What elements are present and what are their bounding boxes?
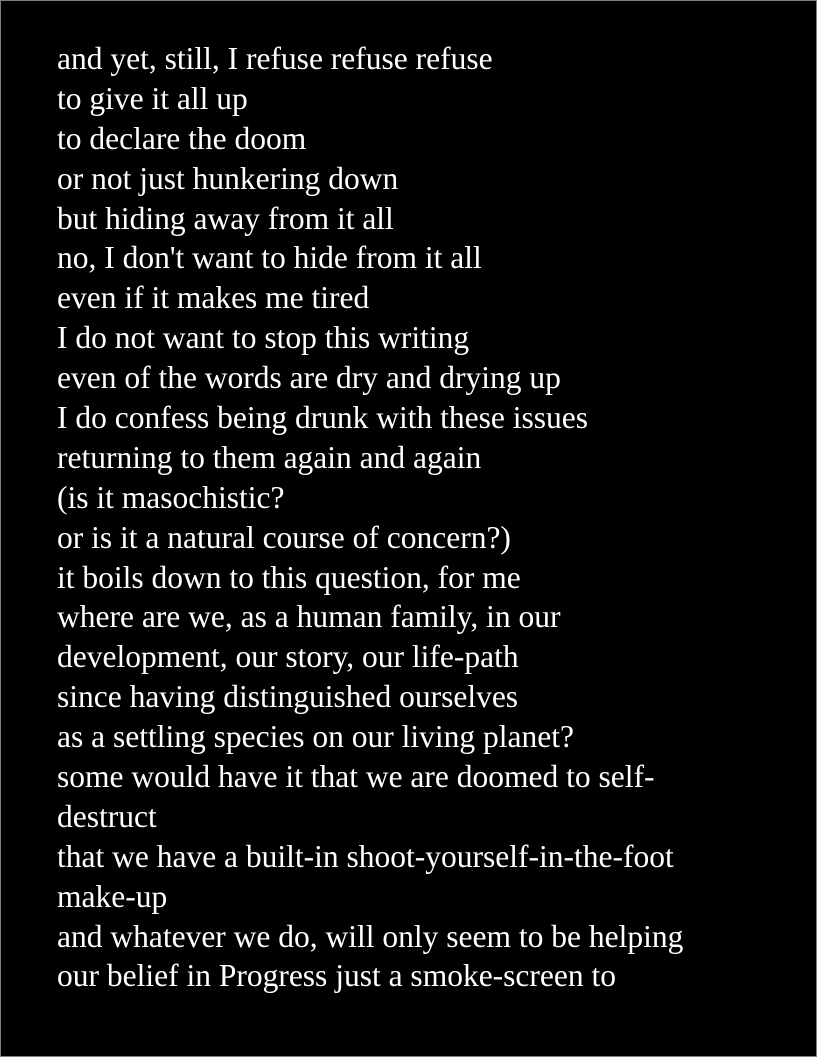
poem-line: where are we, as a human family, in our bbox=[57, 599, 561, 635]
poem-line: some would have it that we are doomed to self- bbox=[57, 759, 655, 795]
poem-line: even of the words are dry and drying up bbox=[57, 360, 561, 396]
poem-line: or is it a natural course of concern?) bbox=[57, 519, 511, 555]
poem-line: I do not want to stop this writing bbox=[57, 320, 470, 356]
poem-line: make-up bbox=[57, 878, 168, 914]
poem-line: I do confess being drunk with these issues bbox=[57, 400, 589, 436]
poem-line: even if it makes me tired bbox=[57, 280, 370, 316]
poem-line: as a settling species on our living planet? bbox=[57, 719, 574, 755]
poem-line: to give it all up bbox=[57, 80, 248, 116]
poem-line: no, I don't want to hide from it all bbox=[57, 240, 482, 276]
poem-line: to declare the doom bbox=[57, 120, 307, 156]
poem-line: destruct bbox=[57, 798, 157, 834]
poem-line: but hiding away from it all bbox=[57, 200, 394, 236]
poem-line: that we have a built-in shoot-yourself-in-the-foot bbox=[57, 838, 674, 874]
poem-line: since having distinguished ourselves bbox=[57, 679, 519, 715]
poem-line: (is it masochistic? bbox=[57, 479, 285, 515]
poem-line: and yet, still, I refuse refuse refuse bbox=[57, 41, 493, 76]
poem-line: or not just hunkering down bbox=[57, 160, 399, 196]
poem-line: and whatever we do, will only seem to be helping bbox=[57, 918, 684, 954]
poem-line: development, our story, our life-path bbox=[57, 639, 519, 675]
poem-line: our belief in Progress just a smoke-screen to bbox=[57, 958, 616, 994]
poem-text bbox=[57, 39, 797, 996]
poem-line: it boils down to this question, for me bbox=[57, 559, 521, 595]
poem-line: returning to them again and again bbox=[57, 439, 482, 475]
